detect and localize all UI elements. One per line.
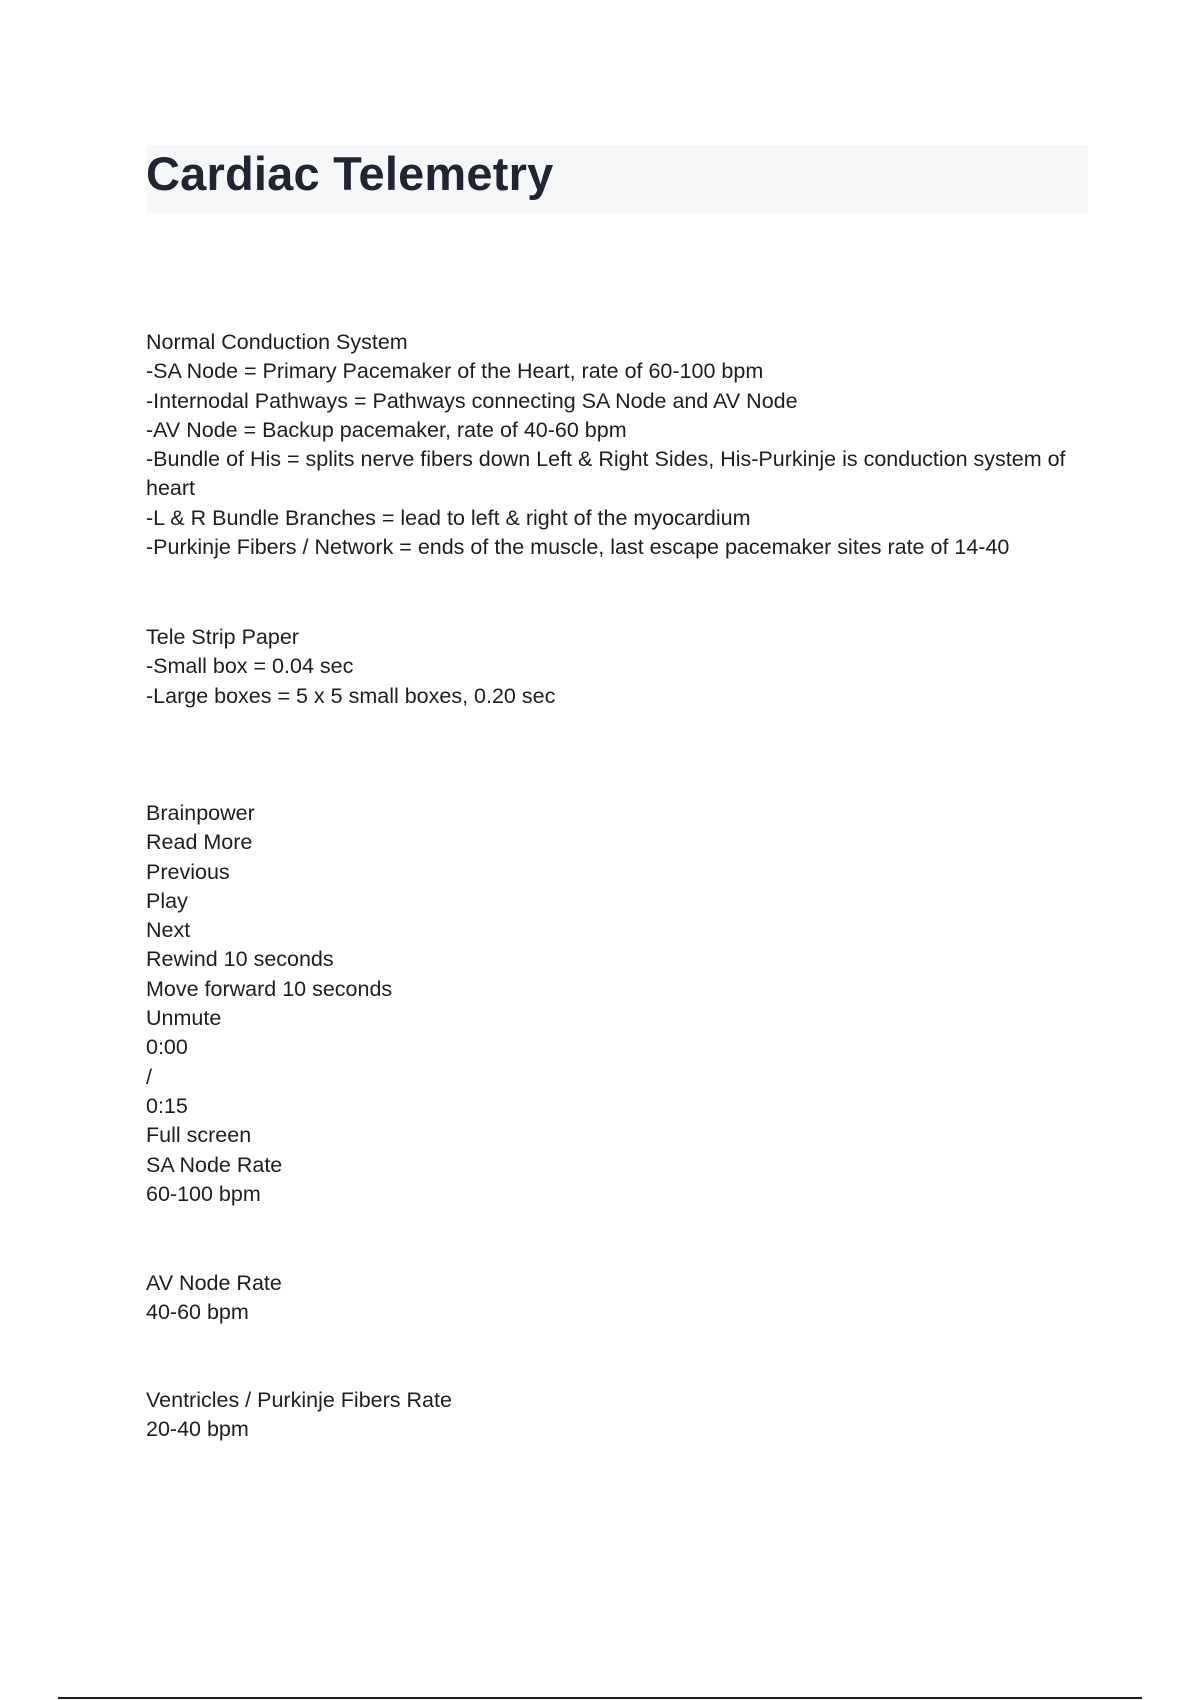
purkinje-rate-value: 20-40 bpm: [146, 1417, 249, 1442]
sa-node-rate-label: SA Node Rate: [146, 1152, 283, 1177]
tele-strip-heading: Tele Strip Paper: [146, 625, 299, 649]
media-section: [146, 799, 1086, 1209]
duration: 0:15: [146, 1093, 188, 1118]
av-node-rate-value: 40-60 bpm: [146, 1300, 249, 1325]
footer-divider: [58, 1697, 1142, 1699]
read-more-link[interactable]: Read More: [146, 830, 253, 855]
conduction-line-internodal: -Internodal Pathways = Pathways connecting SA Node and AV Node: [146, 388, 798, 413]
brainpower-label: Brainpower: [146, 801, 255, 825]
av-node-rate-label: AV Node Rate: [146, 1271, 282, 1295]
av-rate-section: [146, 1269, 1086, 1328]
conduction-section: [146, 328, 1086, 562]
sa-node-rate-value: 60-100 bpm: [146, 1181, 261, 1206]
tele-strip-large-box: -Large boxes = 5 x 5 small boxes, 0.20 sec: [146, 683, 556, 708]
forward-button[interactable]: Move forward 10 seconds: [146, 976, 393, 1001]
conduction-heading: Normal Conduction System: [146, 330, 408, 354]
conduction-line-bundle-of-his: -Bundle of His = splits nerve fibers down Left & Right Sides, His-Purkinje is conduction system of heart: [146, 447, 1066, 501]
full-screen-button[interactable]: Full screen: [146, 1123, 252, 1148]
previous-button[interactable]: Previous: [146, 859, 230, 884]
tele-strip-small-box: -Small box = 0.04 sec: [146, 654, 354, 679]
conduction-line-bundle-branches: -L & R Bundle Branches = lead to left & right of the myocardium: [146, 505, 751, 530]
play-button[interactable]: Play: [146, 888, 188, 913]
unmute-button[interactable]: Unmute: [146, 1006, 222, 1031]
conduction-line-sa-node: -SA Node = Primary Pacemaker of the Heart, rate of 60-100 bpm: [146, 359, 764, 384]
next-button[interactable]: Next: [146, 918, 191, 943]
purkinje-rate-label: Ventricles / Purkinje Fibers Rate: [146, 1388, 452, 1412]
purkinje-rate-section: [146, 1386, 1086, 1445]
rewind-button[interactable]: Rewind 10 seconds: [146, 947, 334, 972]
tele-strip-section: [146, 623, 1086, 711]
page-title: Cardiac Telemetry: [146, 147, 554, 200]
time-separator: /: [146, 1064, 152, 1089]
conduction-line-av-node: -AV Node = Backup pacemaker, rate of 40-60 bpm: [146, 417, 627, 442]
current-time: 0:00: [146, 1035, 188, 1060]
conduction-line-purkinje: -Purkinje Fibers / Network = ends of the muscle, last escape pacemaker sites rate of 14-40: [146, 535, 1010, 560]
